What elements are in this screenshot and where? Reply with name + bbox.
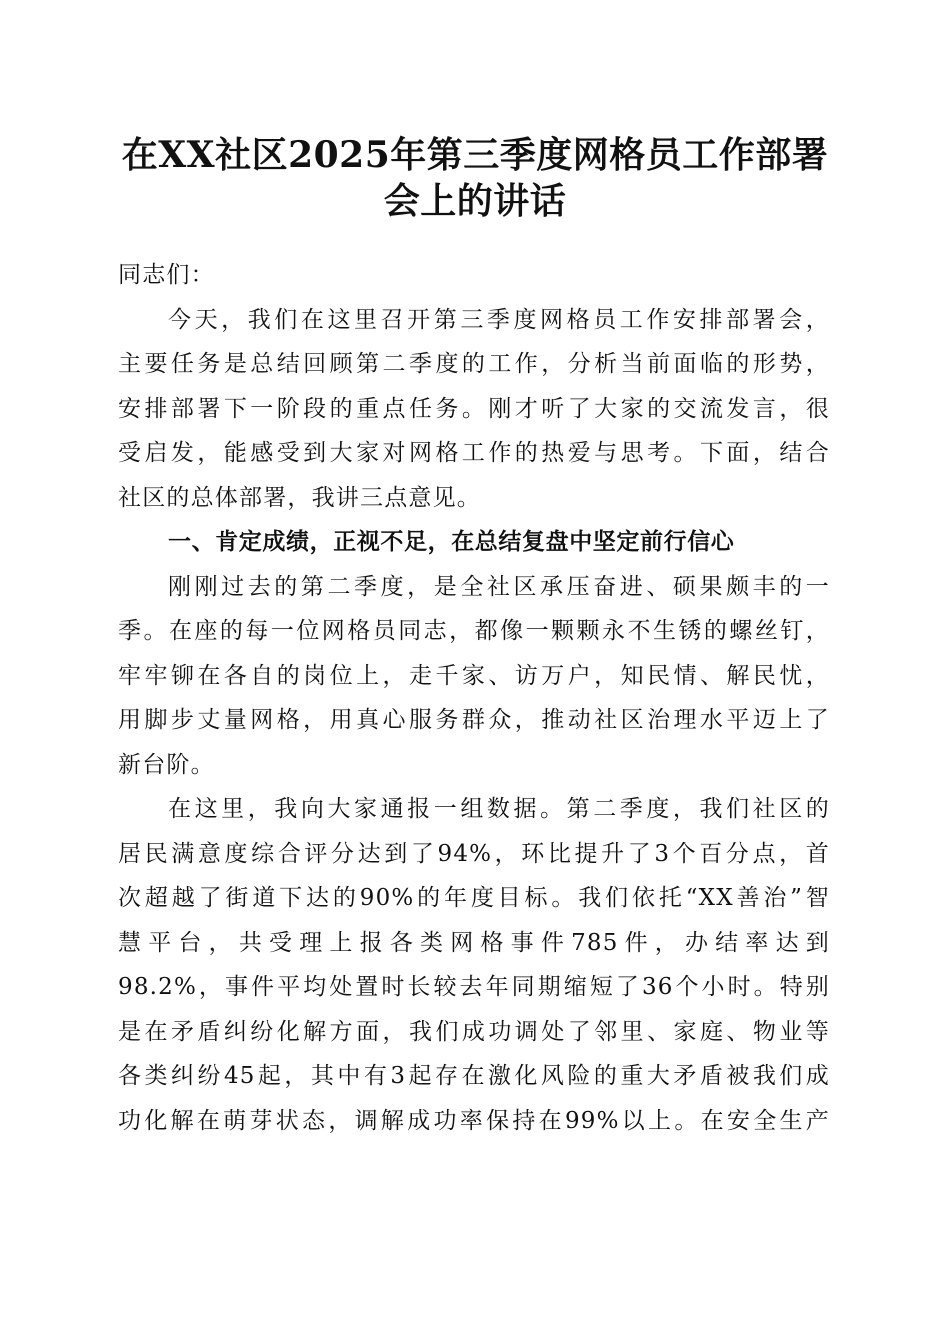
salutation: 同志们： (118, 262, 215, 288)
paragraph-2-line-5: 新台阶。 (118, 751, 215, 778)
paragraph-1-line-1: 今天，我们在这里召开第三季度网格员工作安排部署会， (168, 306, 830, 333)
document-title (100, 132, 850, 224)
paragraph-3-line-2: 居民满意度综合评分达到了94%，环比提升了3个百分点，首 (118, 840, 830, 867)
paragraph-3-line-8: 功化解在萌芽状态，调解成功率保持在99%以上。在安全生产 (118, 1107, 830, 1134)
paragraph-3-line-4: 慧平台，共受理上报各类网格事件785件，办结率达到 (118, 929, 830, 956)
title-line-2: 会上的讲话 (383, 180, 567, 222)
paragraph-1-line-4: 受启发，能感受到大家对网格工作的热爱与思考。下面，结合 (118, 440, 830, 466)
paragraph-1-line-3: 安排部署下一阶段的重点任务。刚才听了大家的交流发言，很 (118, 395, 830, 422)
section-heading-1: 一、肯定成绩，正视不足，在总结复盘中坚定前行信心 (168, 529, 735, 555)
paragraph-3-line-7: 各类纠纷45起，其中有3起存在激化风险的重大矛盾被我们成 (118, 1063, 830, 1089)
paragraph-2-line-1: 刚刚过去的第二季度，是全社区承压奋进、硕果颇丰的一 (168, 573, 830, 600)
paragraph-2-line-4: 用脚步丈量网格，用真心服务群众，推动社区治理水平迈上了 (118, 707, 830, 733)
paragraph-3-line-6: 是在矛盾纠纷化解方面，我们成功调处了邻里、家庭、物业等 (118, 1018, 830, 1045)
paragraph-1-line-2: 主要任务是总结回顾第二季度的工作，分析当前面临的形势， (118, 351, 830, 377)
paragraph-1-line-5: 社区的总体部署，我讲三点意见。 (118, 484, 481, 511)
title-line-1: 在XX社区2025年第三季度网格员工作部署 (121, 134, 829, 176)
paragraph-3-line-5: 98.2%，事件平均处置时长较去年同期缩短了36个小时。特别 (118, 974, 830, 1000)
paragraph-2-line-3: 牢牢铆在各自的岗位上，走千家、访万户，知民情、解民忧， (118, 662, 830, 689)
paragraph-3-line-1: 在这里，我向大家通报一组数据。第二季度，我们社区的 (168, 796, 830, 822)
paragraph-2-line-2: 季。在座的每一位网格员同志，都像一颗颗永不生锈的螺丝钉， (118, 618, 830, 644)
document-body (118, 253, 830, 1143)
paragraph-3-line-3: 次超越了街道下达的90%的年度目标。我们依托“XX善治”智 (118, 885, 830, 911)
